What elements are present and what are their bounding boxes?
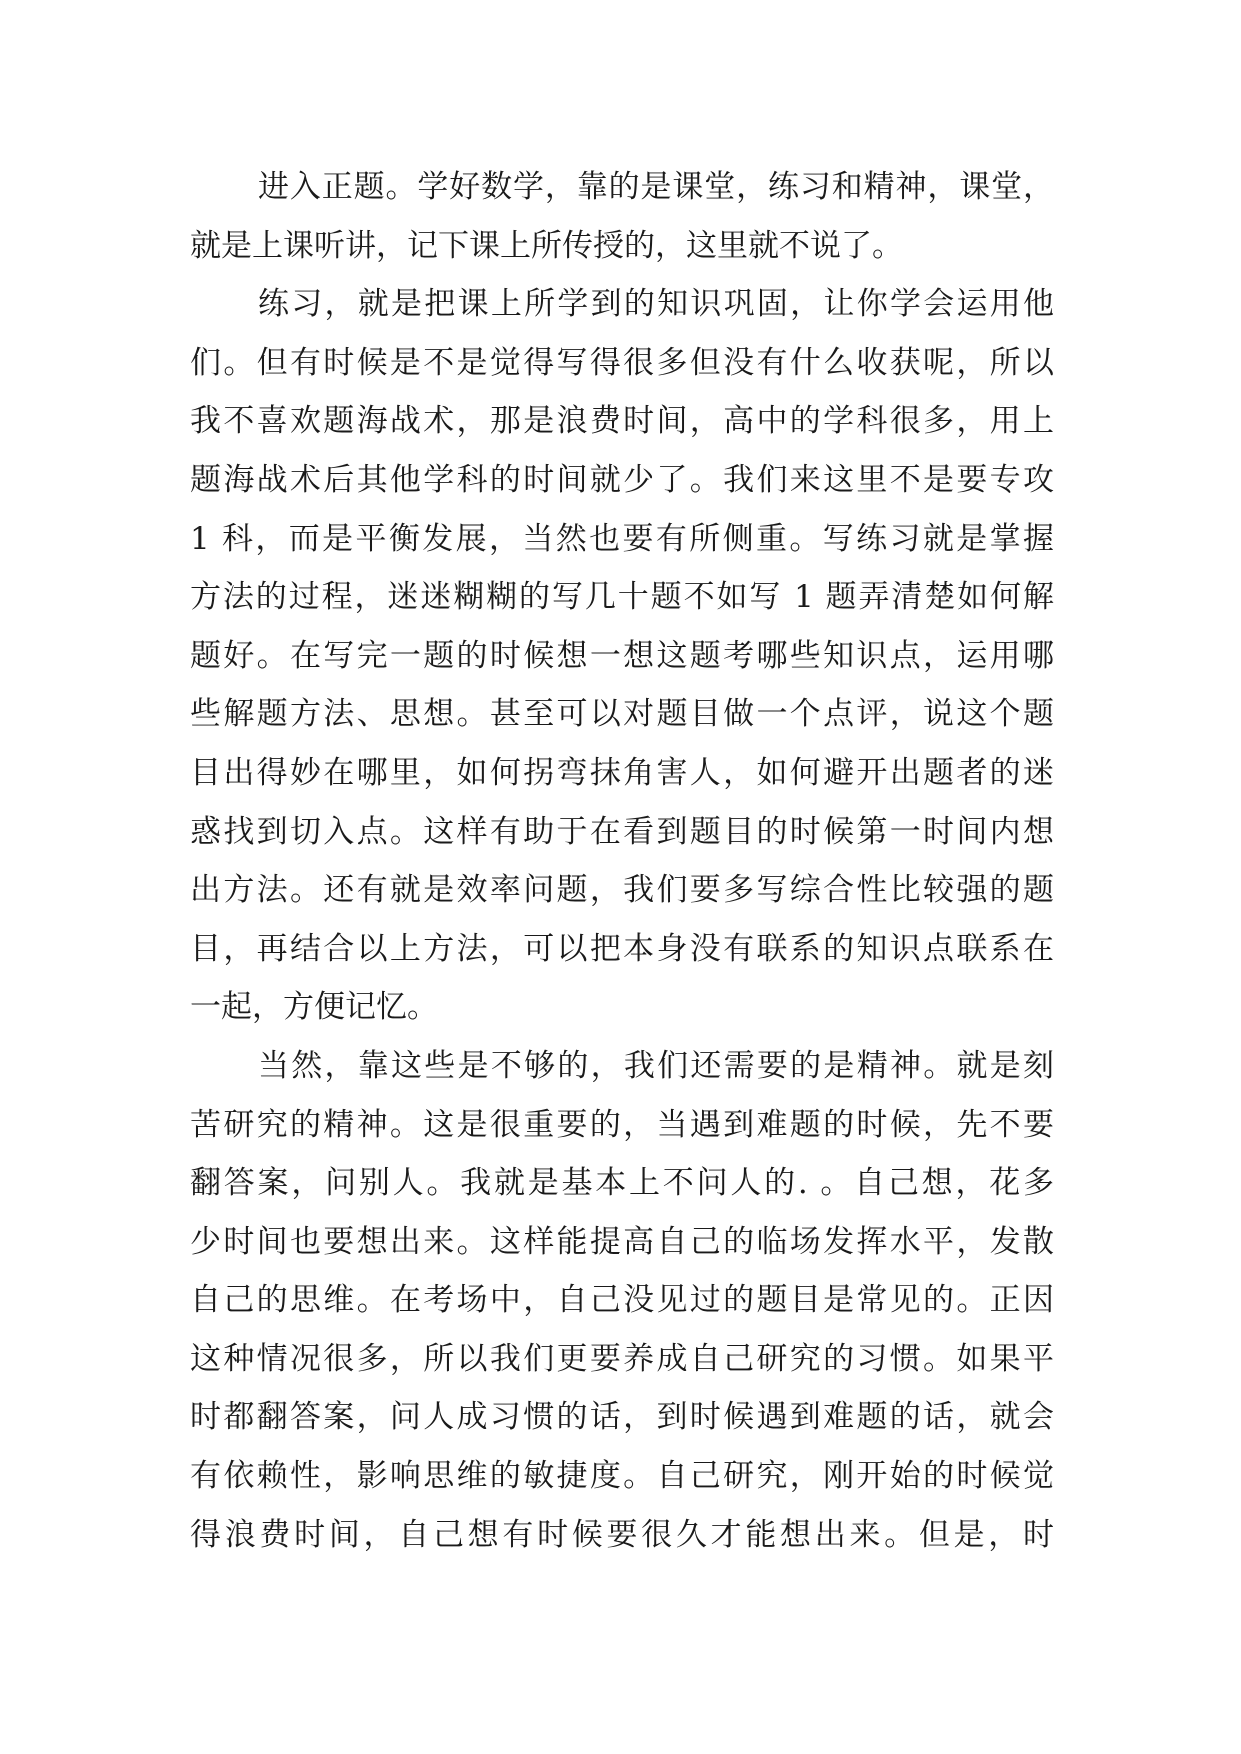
text-line: 们。但有时候是不是觉得写得很多但没有什么收获呢，所以	[190, 344, 1054, 381]
text-line: 惑找到切入点。这样有助于在看到题目的时候第一时间内想	[190, 813, 1054, 850]
text-line: 得浪费时间，自己想有时候要很久才能想出来。但是，时	[190, 1516, 1054, 1553]
text-line: 目，再结合以上方法，可以把本身没有联系的知识点联系在	[190, 930, 1054, 967]
text-line: 一起，方便记忆。	[190, 989, 438, 1026]
text-line: 时都翻答案，问人成习惯的话，到时候遇到难题的话，就会	[190, 1399, 1054, 1436]
text-line: 翻答案，问别人。我就是基本上不问人的. 。自己想，花多	[190, 1165, 1054, 1202]
text-line: 1 科，而是平衡发展，当然也要有所侧重。写练习就是掌握	[190, 520, 1054, 557]
text-line: 这种情况很多，所以我们更要养成自己研究的习惯。如果平	[190, 1340, 1054, 1377]
text-line: 少时间也要想出来。这样能提高自己的临场发挥水平，发散	[190, 1223, 1054, 1260]
text-line: 进入正题。学好数学，靠的是课堂，练习和精神，课堂，	[258, 169, 1054, 205]
text-line: 有依赖性，影响思维的敏捷度。自己研究，刚开始的时候觉	[190, 1458, 1054, 1495]
text-line: 当然，靠这些是不够的，我们还需要的是精神。就是刻	[258, 1047, 1054, 1084]
text-line: 就是上课听讲，记下课上所传授的，这里就不说了。	[190, 227, 903, 264]
text-line: 目出得妙在哪里，如何拐弯抹角害人，如何避开出题者的迷	[190, 754, 1054, 791]
text-line: 我不喜欢题海战术，那是浪费时间，高中的学科很多，用上	[190, 403, 1054, 440]
text-line: 自己的思维。在考场中，自己没见过的题目是常见的。正因	[190, 1282, 1054, 1319]
text-line: 苦研究的精神。这是很重要的，当遇到难题的时候，先不要	[190, 1106, 1054, 1143]
text-line: 题海战术后其他学科的时间就少了。我们来这里不是要专攻	[190, 461, 1054, 498]
text-line: 些解题方法、思想。甚至可以对题目做一个点评，说这个题	[190, 696, 1054, 733]
body-text	[190, 158, 1054, 1564]
text-line: 方法的过程，迷迷糊糊的写几十题不如写 1 题弄清楚如何解	[190, 579, 1054, 616]
text-line: 练习，就是把课上所学到的知识巩固，让你学会运用他	[258, 286, 1054, 323]
text-line: 出方法。还有就是效率问题，我们要多写综合性比较强的题	[190, 872, 1054, 909]
text-line: 题好。在写完一题的时候想一想这题考哪些知识点，运用哪	[190, 637, 1054, 674]
